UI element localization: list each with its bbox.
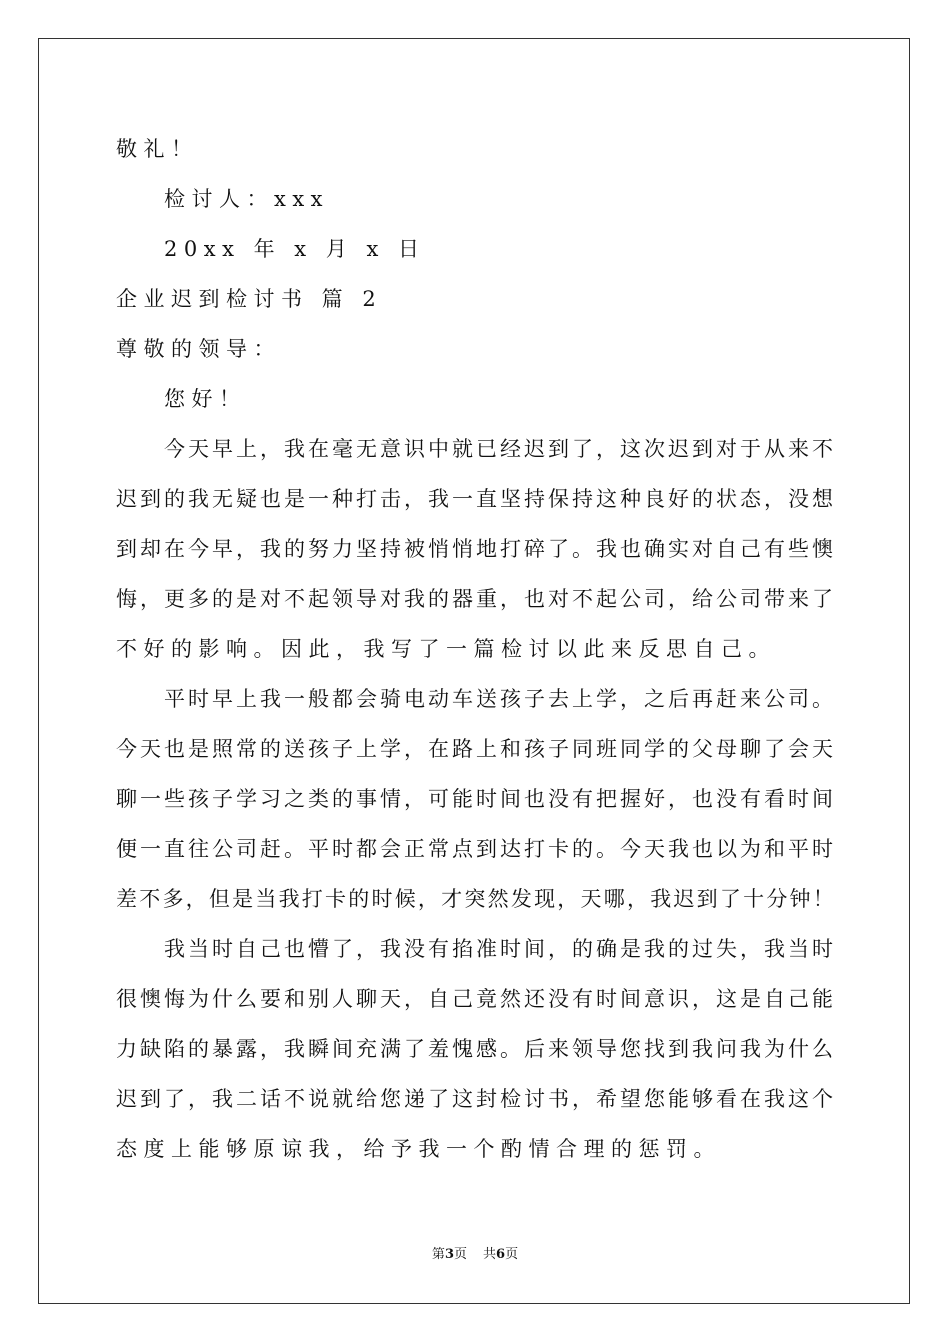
total-pages: 6 — [496, 1247, 506, 1262]
paragraph-line: 便一直往公司赶。平时都会正常点到达打卡的。今天我也以为和平时 — [116, 837, 836, 861]
page-footer — [0, 1247, 950, 1263]
paragraph-line: 今天也是照常的送孩子上学，在路上和孩子同班同学的父母聊了会天 — [116, 737, 836, 761]
date-line: 20xx 年 x 月 x 日 — [164, 237, 426, 261]
page-border — [38, 38, 910, 1304]
total-prefix: 共 — [483, 1247, 497, 1262]
section-title: 企业迟到检讨书 篇 2 — [116, 287, 383, 311]
greeting-hello: 您好！ — [164, 387, 247, 411]
paragraph-line: 迟到的我无疑也是一种打击，我一直坚持保持这种良好的状态，没想 — [116, 487, 836, 511]
page-prefix: 第 — [431, 1247, 445, 1262]
greeting-recipient: 尊敬的领导： — [116, 337, 281, 361]
paragraph-line: 聊一些孩子学习之类的事情，可能时间也没有把握好，也没有看时间 — [116, 787, 836, 811]
paragraph-line: 态度上能够原谅我，给予我一个酌情合理的惩罚。 — [116, 1137, 721, 1161]
total-suffix: 页 — [505, 1247, 519, 1262]
paragraph-line: 很懊悔为什么要和别人聊天，自己竟然还没有时间意识，这是自己能 — [116, 987, 836, 1011]
paragraph-line: 不好的影响。因此，我写了一篇检讨以此来反思自己。 — [116, 637, 776, 661]
paragraph-line: 力缺陷的暴露，我瞬间充满了羞愧感。后来领导您找到我问我为什么 — [116, 1037, 836, 1061]
page-suffix: 页 — [453, 1247, 467, 1262]
signer-line: 检讨人：xxx — [164, 187, 330, 211]
page-number: 3 — [444, 1247, 454, 1262]
paragraph-line: 到却在今早，我的努力坚持被悄悄地打碎了。我也确实对自己有些懊 — [116, 537, 836, 561]
paragraph-line: 迟到了，我二话不说就给您递了这封检讨书，希望您能够看在我这个 — [116, 1087, 836, 1111]
paragraph-line: 悔，更多的是对不起领导对我的器重，也对不起公司，给公司带来了 — [116, 587, 836, 611]
paragraph-line: 我当时自己也懵了，我没有掐准时间，的确是我的过失，我当时 — [164, 937, 836, 961]
paragraph-line: 差不多，但是当我打卡的时候，才突然发现，天哪，我迟到了十分钟！ — [116, 887, 836, 911]
paragraph-line: 平时早上我一般都会骑电动车送孩子去上学，之后再赶来公司。 — [164, 687, 836, 711]
closing-salutation: 敬礼！ — [116, 137, 199, 161]
paragraph-line: 今天早上，我在毫无意识中就已经迟到了，这次迟到对于从来不 — [164, 437, 836, 461]
